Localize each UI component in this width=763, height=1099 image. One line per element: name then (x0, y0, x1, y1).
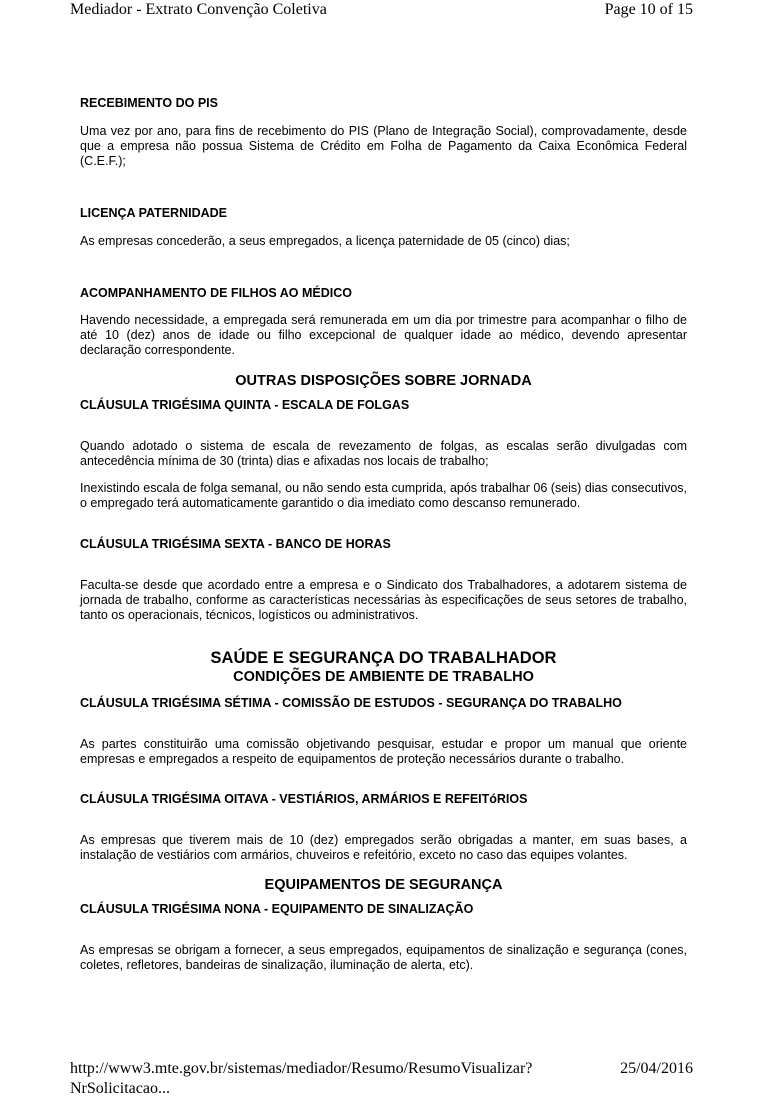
filhos-paragraph: Havendo necessidade, a empregada será remunerada em um dia por trimestre para acompanhar o filho de até 10 (dez) anos de idade ou filho excepcional de qualquer idade ao médico, devendo apresentar declaração correspondente. (80, 313, 687, 357)
clausula-35-heading: CLÁUSULA TRIGÉSIMA QUINTA - ESCALA DE FOLGAS (80, 398, 410, 412)
clausula-37-paragraph: As partes constituirão uma comissão objetivando pesquisar, estudar e propor um manual que oriente empresas e empregados a respeito de equipamentos de proteção necessários durante o trabalho. (80, 737, 687, 766)
clausula-35-paragraph-1: Quando adotado o sistema de escala de revezamento de folgas, as escalas serão divulgadas com antecedência mínima de 30 (trinta) dias e afixadas nos locais de trabalho; (80, 439, 687, 468)
document-body (80, 96, 687, 973)
paternidade-paragraph: As empresas concederão, a seus empregados, a licença paternidade de 05 (cinco) dias; (80, 234, 570, 248)
clausula-36-paragraph: Faculta-se desde que acordado entre a empresa e o Sindicato dos Trabalhadores, a adotarem sistema de jornada de trabalho, conforme as características necessárias às especificações de seus setores de trabalho, tanto os operacionais, técnicos, logísticos ou administrativos. (80, 578, 687, 622)
section-outras-disposicoes: OUTRAS DISPOSIÇÕES SOBRE JORNADA (235, 373, 532, 389)
print-date: 25/04/2016 (620, 1060, 693, 1077)
clausula-35-paragraph-2: Inexistindo escala de folga semanal, ou não sendo esta cumprida, após trabalhar 06 (seis) dias consecutivos, o empregado terá automaticamente garantido o dia imediato como descanso remunerado. (80, 481, 687, 510)
document-title: Mediador - Extrato Convenção Coletiva (70, 1, 327, 18)
pis-paragraph: Uma vez por ano, para fins de recebimento do PIS (Plano de Integração Social), comprovadamente, desde que a empresa não possua Sistema de Crédito em Folha de Pagamento da Caixa Econômica Federal (C.E.F.); (80, 124, 687, 168)
clausula-38-heading: CLÁUSULA TRIGÉSIMA OITAVA - VESTIÁRIOS, ARMÁRIOS E REFEITóRIOS (80, 792, 528, 806)
clausula-37-heading: CLÁUSULA TRIGÉSIMA SÉTIMA - COMISSÃO DE ESTUDOS - SEGURANÇA DO TRABALHO (80, 696, 622, 710)
clausula-38-paragraph: As empresas que tiverem mais de 10 (dez) empregados serão obrigadas a manter, em suas bases, a instalação de vestiários com armários, chuveiros e refeitório, exceto no caso das equipes volantes. (80, 833, 687, 862)
section-saude-seguranca: SAÚDE E SEGURANÇA DO TRABALHADOR (210, 649, 557, 667)
filhos-heading: ACOMPANHAMENTO DE FILHOS AO MÉDICO (80, 286, 352, 300)
clausula-36-heading: CLÁUSULA TRIGÉSIMA SEXTA - BANCO DE HORAS (80, 537, 391, 551)
source-url: http://www3.mte.gov.br/sistemas/mediador/Resumo/ResumoVisualizar?NrSolicitacao... (70, 1060, 533, 1097)
page-header (70, 0, 693, 20)
section-condicoes-ambiente: CONDIÇÕES DE AMBIENTE DE TRABALHO (233, 669, 534, 685)
paternidade-heading: LICENÇA PATERNIDADE (80, 206, 227, 220)
clausula-39-heading: CLÁUSULA TRIGÉSIMA NONA - EQUIPAMENTO DE SINALIZAÇÃO (80, 902, 474, 916)
section-equipamentos-seguranca: EQUIPAMENTOS DE SEGURANÇA (264, 877, 503, 893)
page-number: Page 10 of 15 (604, 1, 693, 18)
page-footer (70, 1059, 693, 1097)
clausula-39-paragraph: As empresas se obrigam a fornecer, a seus empregados, equipamentos de sinalização e segurança (cones, coletes, refletores, bandeiras de sinalização, iluminação de alerta, etc). (80, 943, 687, 972)
pis-heading: RECEBIMENTO DO PIS (80, 96, 218, 110)
